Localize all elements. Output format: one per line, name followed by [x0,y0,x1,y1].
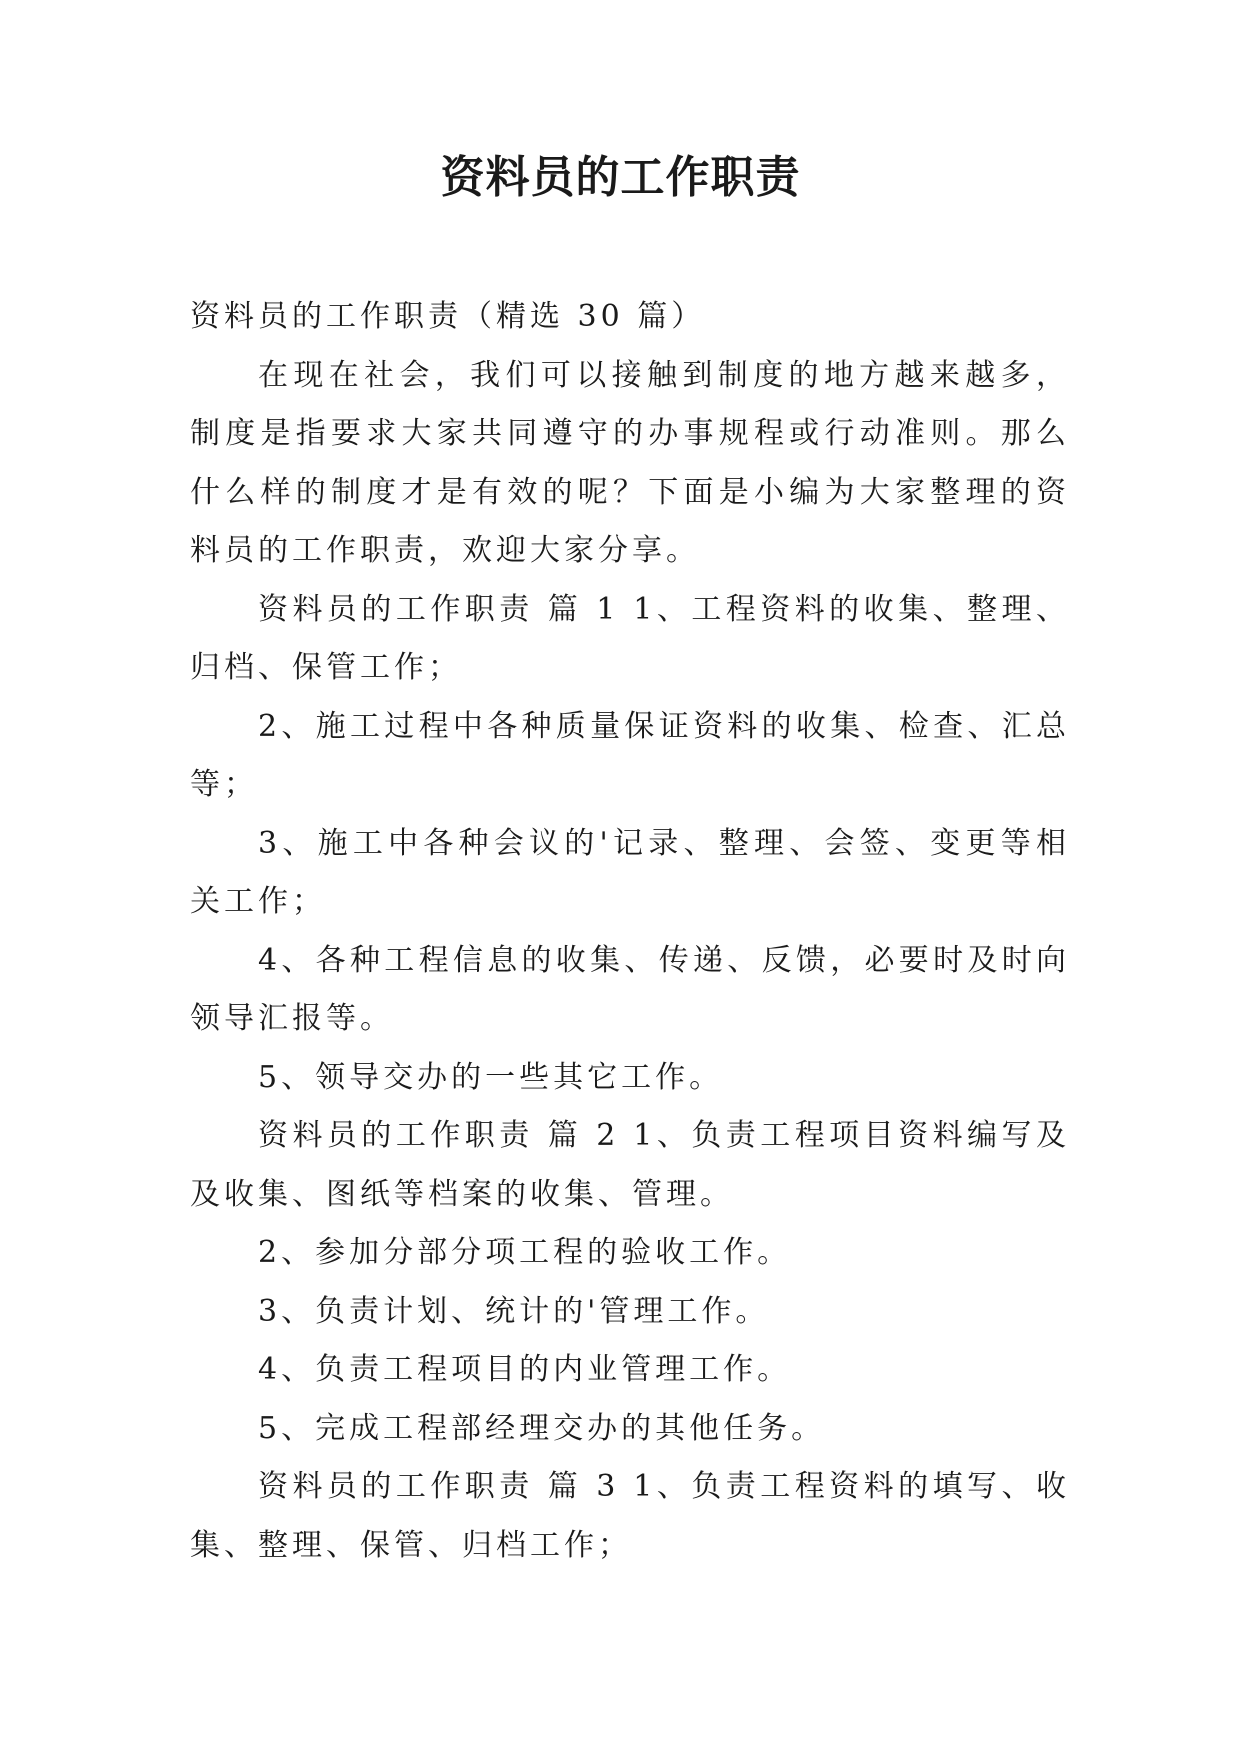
section-1-item-5: 5、领导交办的一些其它工作。 [258,1059,724,1095]
subtitle-paragraph: 资料员的工作职责（精选 30 篇） [190,299,706,334]
section-1-item-4: 4、各种工程信息的收集、传递、反馈，必要时及时向领导汇报等。 [190,942,1070,1036]
document-title: 资料员的工作职责 [440,152,801,203]
section-1-item-3: 3、施工中各种会议的'记录、整理、会签、变更等相关工作； [190,825,1070,919]
section-1-item-1: 资料员的工作职责 篇 1 1、工程资料的收集、整理、归档、保管工作； [190,591,1070,685]
section-2-item-1: 资料员的工作职责 篇 2 1、负责工程项目资料编写及及收集、图纸等档案的收集、管理。 [190,1118,1070,1212]
intro-paragraph: 在现在社会，我们可以接触到制度的地方越来越多，制度是指要求大家共同遵守的办事规程或行动准则。那么什么样的制度才是有效的呢？下面是小编为大家整理的资料员的工作职责，欢迎大家分享。 [190,357,1070,568]
section-2-item-4: 4、负责工程项目的内业管理工作。 [258,1352,792,1387]
section-3-item-1: 资料员的工作职责 篇 3 1、负责工程资料的填写、收集、整理、保管、归档工作； [190,1469,1070,1563]
section-2-item-3: 3、负责计划、统计的'管理工作。 [258,1293,770,1329]
section-1-item-2: 2、施工过程中各种质量保证资料的收集、检查、汇总等； [190,708,1070,802]
section-2-item-5: 5、完成工程部经理交办的其他任务。 [258,1410,826,1446]
document-body [190,288,1070,1575]
section-2-item-2: 2、参加分部分项工程的验收工作。 [258,1235,792,1270]
